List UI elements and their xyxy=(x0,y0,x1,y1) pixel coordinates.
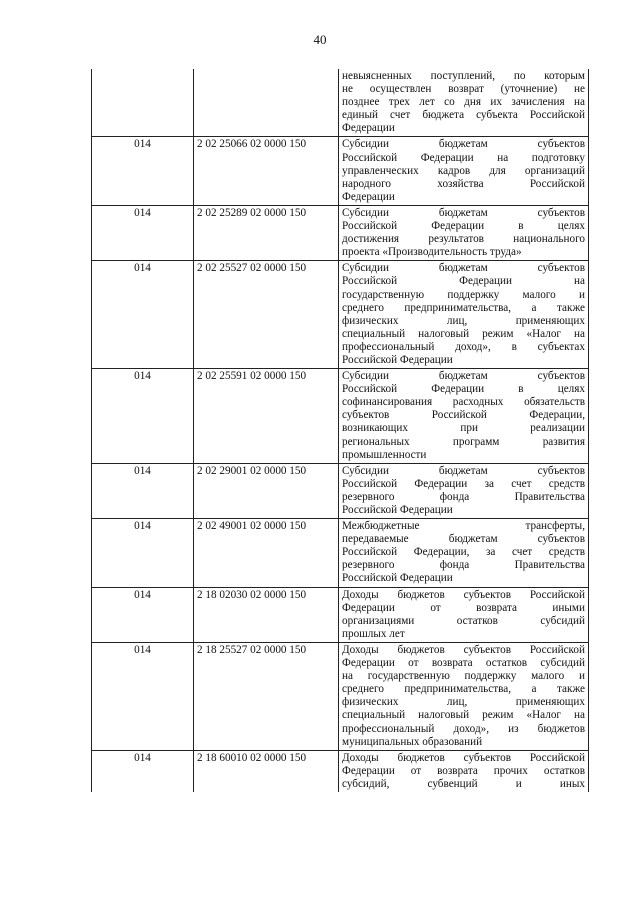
income-description-cell xyxy=(339,642,589,750)
budget-classification-code-cell xyxy=(194,69,339,137)
income-description-cell xyxy=(339,750,589,792)
description-line: физических лиц, применяющих xyxy=(342,314,585,327)
income-description-cell xyxy=(339,261,589,369)
description-line: единый счет бюджета субъекта Российской xyxy=(342,109,585,122)
description-line: региональных программ развития xyxy=(342,435,585,448)
description-line: софинансирования расходных обязательств xyxy=(342,396,585,409)
description-line: резервного фонда Правительства xyxy=(342,490,585,503)
table-row xyxy=(92,261,589,369)
description-line: Субсидии бюджетам субъектов xyxy=(342,206,585,219)
description-line: возникающих при реализации xyxy=(342,422,585,435)
description-line: Доходы бюджетов субъектов Российской xyxy=(342,643,585,656)
budget-classification-code-cell: 2 02 49001 02 0000 150 xyxy=(194,519,339,587)
description-line: Федерации от возврата иными xyxy=(342,601,585,614)
description-line: народного хозяйства Российской xyxy=(342,177,585,190)
admin-code-cell: 014 xyxy=(92,750,194,792)
budget-classification-code-cell: 2 02 25289 02 0000 150 xyxy=(194,205,339,260)
description-line: Доходы бюджетов субъектов Российской xyxy=(342,588,585,601)
description-line: Федерации от возврата прочих остатков xyxy=(342,764,585,777)
budget-classification-code-cell: 2 18 02030 02 0000 150 xyxy=(194,587,339,642)
table-body xyxy=(92,69,589,792)
description-line: управленческих кадров для организаций xyxy=(342,164,585,177)
description-line: Российской Федерации xyxy=(342,353,453,366)
page-number: 40 xyxy=(313,32,327,47)
description-line: Доходы бюджетов субъектов Российской xyxy=(342,751,585,764)
income-description-cell xyxy=(339,587,589,642)
table-row xyxy=(92,205,589,260)
description-line: Российской Федерации xyxy=(342,504,453,516)
description-line: Российской Федерации в целях xyxy=(342,220,585,233)
budget-classification-code-cell: 2 02 25066 02 0000 150 xyxy=(194,137,339,205)
description-line: прошлых лет xyxy=(342,627,405,640)
description-line: среднего предпринимательства, а также xyxy=(342,301,585,314)
description-line: Субсидии бюджетам субъектов xyxy=(342,464,585,477)
description-line: специальный налоговый режим «Налог на xyxy=(342,327,585,340)
budget-classification-code-cell: 2 02 25527 02 0000 150 xyxy=(194,261,339,369)
description-line: среднего предпринимательства, а также xyxy=(342,683,585,696)
description-line: субсидий, субвенций и иных xyxy=(342,777,585,790)
income-description-cell xyxy=(339,137,589,205)
income-description-cell xyxy=(339,69,589,137)
description-line: резервного фонда Правительства xyxy=(342,559,585,572)
admin-code-cell: 014 xyxy=(92,261,194,369)
table-row xyxy=(92,69,589,137)
budget-classification-code-cell: 2 02 25591 02 0000 150 xyxy=(194,369,339,464)
description-line: субъектов Российской Федерации, xyxy=(342,409,585,422)
description-line: промышленности xyxy=(342,448,427,461)
income-description-cell xyxy=(339,519,589,587)
table-row xyxy=(92,519,589,587)
income-description-cell xyxy=(339,369,589,464)
description-line: на государственную поддержку малого и xyxy=(342,670,585,683)
description-line: Субсидии бюджетам субъектов xyxy=(342,138,585,151)
description-line: специальный налоговый режим «Налог на xyxy=(342,709,585,722)
description-line: Российской Федерации, за счет средств xyxy=(342,546,585,559)
admin-code-cell xyxy=(92,69,194,137)
budget-codes-table xyxy=(91,69,589,792)
table-row xyxy=(92,137,589,205)
description-line: Федерации xyxy=(342,122,395,135)
admin-code-cell: 014 xyxy=(92,587,194,642)
description-line: Российской Федерации в целях xyxy=(342,383,585,396)
description-line: Российской Федерации на xyxy=(342,275,585,288)
budget-classification-code-cell: 2 18 60010 02 0000 150 xyxy=(194,750,339,792)
description-line: не осуществлен возврат (уточнение) не xyxy=(342,83,585,96)
table-row xyxy=(92,369,589,464)
table-row xyxy=(92,750,589,792)
admin-code-cell: 014 xyxy=(92,519,194,587)
description-line: Межбюджетные трансферты, xyxy=(342,520,585,533)
income-description-cell xyxy=(339,205,589,260)
income-description-cell xyxy=(339,463,589,518)
description-line: Федерации xyxy=(342,190,395,203)
budget-classification-code-cell: 2 18 25527 02 0000 150 xyxy=(194,642,339,750)
description-line: позднее трех лет со дня их зачисления на xyxy=(342,96,585,109)
admin-code-cell: 014 xyxy=(92,463,194,518)
description-line: достижения результатов национального xyxy=(342,233,585,246)
description-line: организациями остатков субсидий xyxy=(342,614,585,627)
description-line: Российской Федерации xyxy=(342,572,453,585)
description-line: муниципальных образований xyxy=(342,735,483,748)
admin-code-cell: 014 xyxy=(92,205,194,260)
table-row xyxy=(92,463,589,518)
admin-code-cell: 014 xyxy=(92,137,194,205)
description-line: Российской Федерации за счет средств xyxy=(342,477,585,490)
description-line: Субсидии бюджетам субъектов xyxy=(342,370,585,383)
table-row xyxy=(92,587,589,642)
budget-classification-code-cell: 2 02 29001 02 0000 150 xyxy=(194,463,339,518)
description-line: передаваемые бюджетам субъектов xyxy=(342,533,585,546)
description-line: профессиональный доход», из бюджетов xyxy=(342,722,585,735)
description-line: Субсидии бюджетам субъектов xyxy=(342,262,585,275)
description-line: проекта «Производительность труда» xyxy=(342,246,522,259)
table-row xyxy=(92,642,589,750)
description-line: профессиональный доход», в субъектах xyxy=(342,340,585,353)
admin-code-cell: 014 xyxy=(92,642,194,750)
admin-code-cell: 014 xyxy=(92,369,194,464)
description-line: невыясненных поступлений, по которым xyxy=(342,70,585,82)
description-line: Федерации от возврата остатков субсидий xyxy=(342,657,585,670)
description-line: Российской Федерации на подготовку xyxy=(342,151,585,164)
description-line: физических лиц, применяющих xyxy=(342,696,585,709)
description-line: государственную поддержку малого и xyxy=(342,288,585,301)
